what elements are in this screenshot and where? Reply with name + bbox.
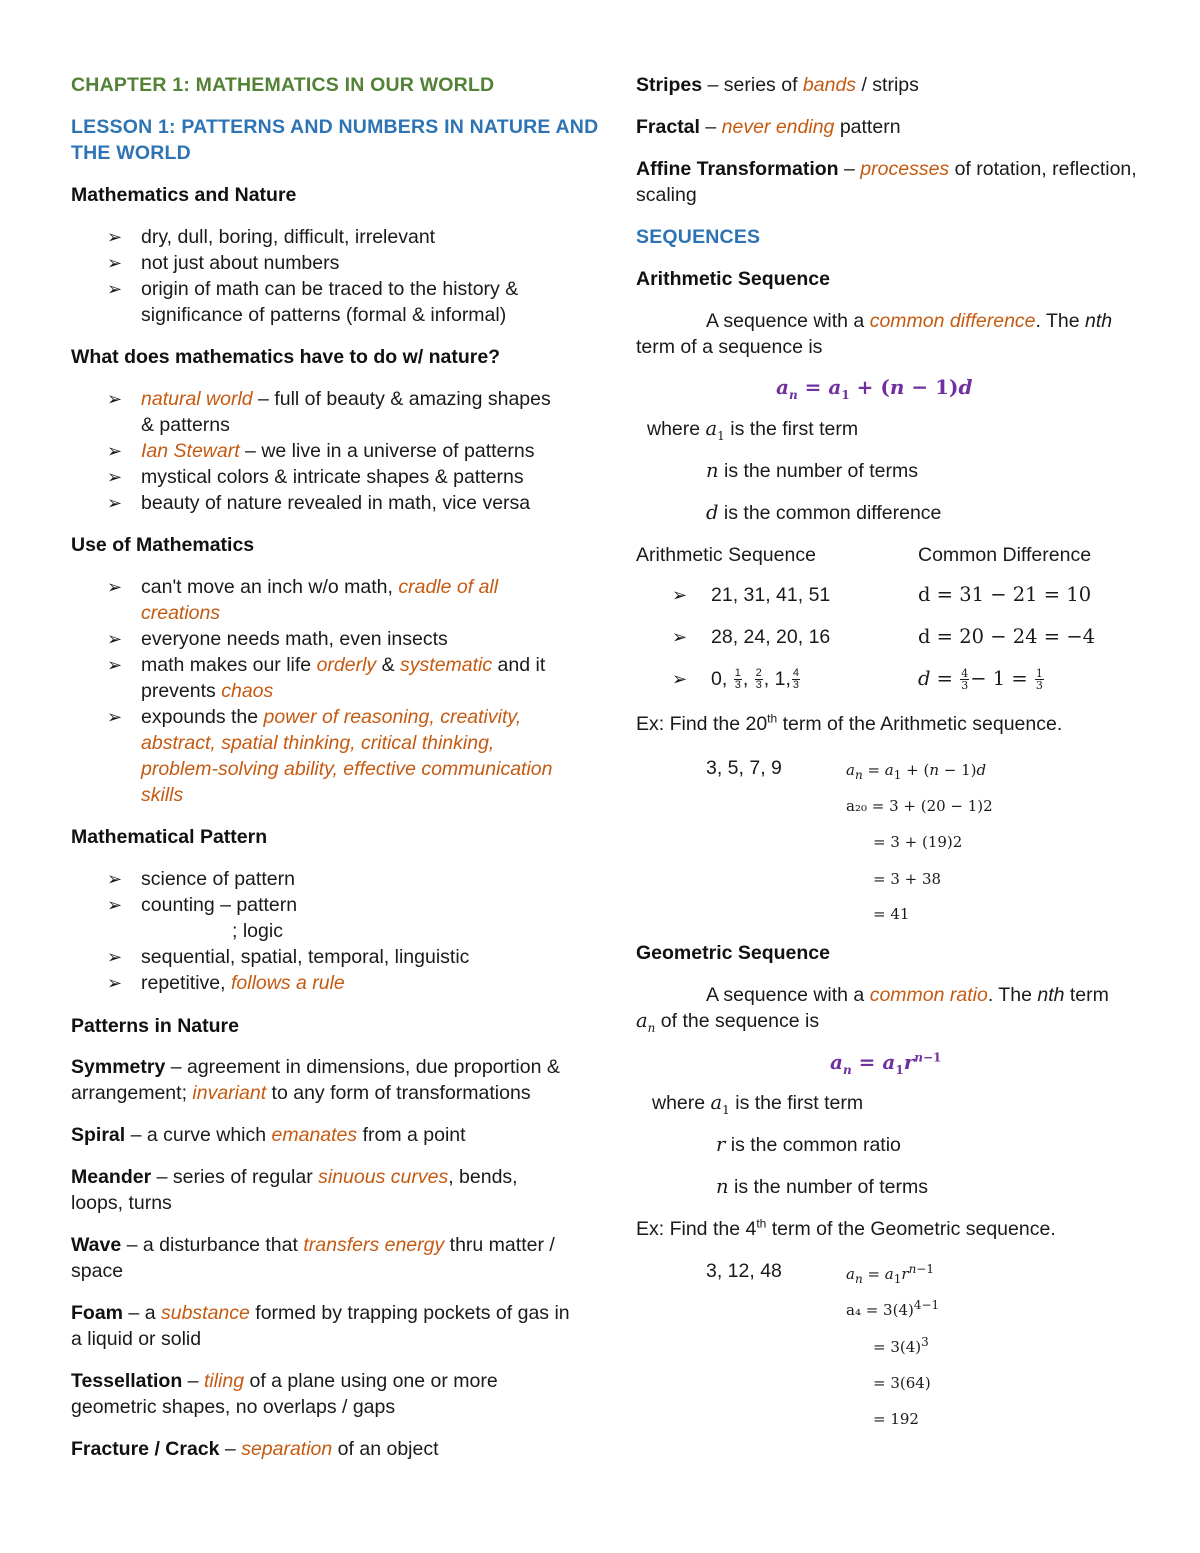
list-item: everyone needs math, even insects — [141, 628, 448, 650]
list-item: Ian Stewart – we live in a universe of patterns — [141, 440, 535, 462]
term-affine: Affine Transformation – processes of rotation, reflection, — [636, 158, 1137, 180]
term-tessellation: Tessellation – tiling of a plane using one or more — [71, 1370, 498, 1392]
arith-example-seq-fractions: 0, $\frac{1}{3}$ , $\frac{2}{3}$ , 1, $\frac{4}{3}$ — [711, 667, 800, 692]
term-stripes: Stripes – series of bands / strips — [636, 74, 919, 96]
geo-where-r: r is the common ratio — [716, 1133, 901, 1156]
arrow-bullet-icon: ➢ — [107, 493, 123, 513]
geo-where-n: n is the number of terms — [716, 1175, 928, 1198]
term-foam: Foam – a substance formed by trapping pockets of gas in — [71, 1302, 570, 1324]
arrow-bullet-icon: ➢ — [672, 627, 688, 647]
geo-formula: $a_n = a_1r^{n-1}$ — [830, 1050, 942, 1077]
list-item: sequential, spatial, temporal, linguistic — [141, 946, 470, 968]
arrow-bullet-icon: ➢ — [107, 707, 123, 727]
heading-sequences: SEQUENCES — [636, 226, 761, 248]
arrow-bullet-icon: ➢ — [672, 669, 688, 689]
geo-step2: $a_4 = 3(4)^{4-1}$ — [846, 1298, 940, 1319]
list-item: & patterns — [141, 414, 230, 436]
chapter-title: CHAPTER 1: MATHEMATICS IN OUR WORLD — [71, 74, 495, 96]
term-wave-cont: space — [71, 1260, 124, 1282]
arrow-bullet-icon: ➢ — [107, 389, 123, 409]
arrow-bullet-icon: ➢ — [107, 279, 123, 299]
arith-example-diff-fraction: d = $\frac{4}{3}$ − 1 = $\frac{1}{3}$ — [918, 667, 1043, 692]
geo-where-a1: where $a_1$ is the first term — [652, 1091, 864, 1117]
arrow-bullet-icon: ➢ — [107, 577, 123, 597]
list-item: mystical colors & intricate shapes & patterns — [141, 466, 524, 488]
arith-table-col-sequence: Arithmetic Sequence — [636, 544, 816, 566]
arith-step5: = 41 — [873, 905, 910, 923]
list-item: science of pattern — [141, 868, 295, 890]
term-foam-cont: a liquid or solid — [71, 1328, 202, 1350]
list-item: natural world – full of beauty & amazing shapes — [141, 388, 551, 410]
list-item: abstract, spatial thinking, critical thinking, — [141, 732, 495, 754]
list-item: math makes our life orderly & systematic and it — [141, 654, 546, 676]
heading-use: Use of Mathematics — [71, 534, 255, 556]
list-item: expounds the power of reasoning, creativity, — [141, 706, 522, 728]
arrow-bullet-icon: ➢ — [107, 467, 123, 487]
term-meander: Meander – series of regular sinuous curves, bends, — [71, 1166, 518, 1188]
geo-definition-cont: $a_n$ of the sequence is — [636, 1009, 820, 1035]
arith-example-diff: d = 31 − 21 = 10 — [918, 583, 1092, 606]
term-symmetry: Symmetry – agreement in dimensions, due proportion & — [71, 1056, 560, 1078]
arrow-bullet-icon: ➢ — [107, 253, 123, 273]
term-wave: Wave – a disturbance that transfers energy thru matter / — [71, 1234, 555, 1256]
heading-pattern: Mathematical Pattern — [71, 826, 268, 848]
geo-exercise-seq: 3, 12, 48 — [706, 1260, 782, 1282]
geo-step4: = 3(64) — [873, 1374, 931, 1392]
list-item: prevents chaos — [141, 680, 274, 702]
arith-step2: a₂₀ = 3 + (20 − 1)2 — [846, 797, 993, 815]
arith-definition-cont: term of a sequence is — [636, 336, 823, 358]
list-item: skills — [141, 784, 184, 806]
list-item: significance of patterns (formal & informal) — [141, 304, 507, 326]
arith-exercise: Ex: Find the 20th term of the Arithmetic sequence. — [636, 711, 1063, 735]
list-item: problem-solving ability, effective communication — [141, 758, 553, 780]
heading-patterns-nature: Patterns in Nature — [71, 1015, 239, 1037]
list-item: repetitive, follows a rule — [141, 972, 345, 994]
list-item: origin of math can be traced to the history & — [141, 278, 519, 300]
term-symmetry-cont: arrangement; invariant to any form of transformations — [71, 1082, 531, 1104]
arith-example-seq: 28, 24, 20, 16 — [711, 626, 831, 648]
geo-step5: = 192 — [873, 1410, 919, 1428]
arrow-bullet-icon: ➢ — [107, 441, 123, 461]
arith-formula: $a_n = a_1 + (n - 1)d$ — [776, 375, 973, 402]
heading-what-does: What does mathematics have to do w/ nature? — [71, 346, 501, 368]
arrow-bullet-icon: ➢ — [672, 585, 688, 605]
geo-step1: $a_n = a_1r^{n-1}$ — [846, 1262, 934, 1286]
term-fracture: Fracture / Crack – separation of an object — [71, 1438, 439, 1460]
arith-table-col-difference: Common Difference — [918, 544, 1092, 566]
arith-step4: = 3 + 38 — [873, 870, 942, 888]
arrow-bullet-icon: ➢ — [107, 655, 123, 675]
arith-example-diff: d = 20 − 24 = −4 — [918, 625, 1096, 648]
geo-definition: A sequence with a common ratio. The nth term — [706, 984, 1109, 1006]
term-tessellation-cont: geometric shapes, no overlaps / gaps — [71, 1396, 396, 1418]
term-spiral: Spiral – a curve which emanates from a point — [71, 1124, 466, 1146]
arrow-bullet-icon: ➢ — [107, 629, 123, 649]
arith-step3: = 3 + (19)2 — [873, 833, 963, 851]
arith-definition: A sequence with a common difference. The nth — [706, 310, 1113, 332]
lesson-title-line1: LESSON 1: PATTERNS AND NUMBERS IN NATURE AND — [71, 116, 599, 138]
geo-step3: = $3(4)^3$ — [873, 1335, 929, 1356]
lesson-title-line2: THE WORLD — [71, 142, 191, 164]
arith-example-seq: 21, 31, 41, 51 — [711, 584, 831, 606]
term-fractal: Fractal – never ending pattern — [636, 116, 901, 138]
heading-arithmetic: Arithmetic Sequence — [636, 268, 830, 290]
list-item: beauty of nature revealed in math, vice versa — [141, 492, 531, 514]
term-meander-cont: loops, turns — [71, 1192, 172, 1214]
arith-where-a1: where $a_1$ is the first term — [647, 417, 859, 443]
arrow-bullet-icon: ➢ — [107, 895, 123, 915]
list-item: counting – pattern — [141, 894, 298, 916]
list-item: ; logic — [232, 920, 283, 942]
arrow-bullet-icon: ➢ — [107, 227, 123, 247]
list-item: can't move an inch w/o math, cradle of all — [141, 576, 499, 598]
arith-exercise-seq: 3, 5, 7, 9 — [706, 757, 782, 779]
heading-math-nature: Mathematics and Nature — [71, 184, 297, 206]
term-affine-cont: scaling — [636, 184, 697, 206]
arith-where-n: n is the number of terms — [706, 459, 918, 482]
list-item: not just about numbers — [141, 252, 340, 274]
arith-step1: $a_n = a_1 + (n - 1)d$ — [846, 761, 987, 782]
arith-where-d: d is the common difference — [706, 501, 942, 524]
arrow-bullet-icon: ➢ — [107, 973, 123, 993]
list-item: dry, dull, boring, difficult, irrelevant — [141, 226, 436, 248]
geo-exercise: Ex: Find the 4th term of the Geometric sequence. — [636, 1216, 1056, 1240]
arrow-bullet-icon: ➢ — [107, 947, 123, 967]
list-item: creations — [141, 602, 221, 624]
arrow-bullet-icon: ➢ — [107, 869, 123, 889]
heading-geometric: Geometric Sequence — [636, 942, 830, 964]
